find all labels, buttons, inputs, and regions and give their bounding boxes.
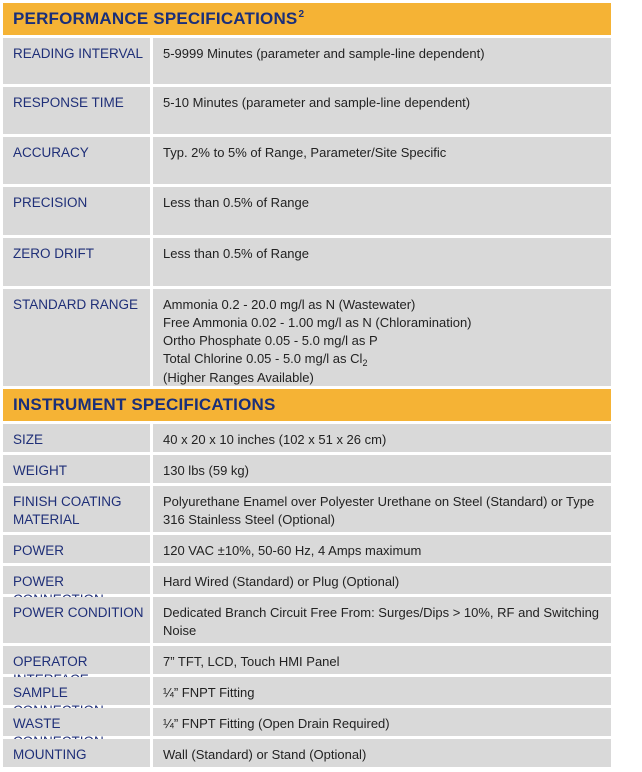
spec-label: FINISH COATING MATERIAL [3, 486, 150, 532]
spec-value: 130 lbs (59 kg) [153, 455, 611, 483]
spec-value: 40 x 20 x 10 inches (102 x 51 x 26 cm) [153, 424, 611, 452]
spec-label: ZERO DRIFT [3, 238, 150, 286]
spec-row-waste-connection [3, 708, 611, 736]
spec-value: Typ. 2% to 5% of Range, Parameter/Site Specific [153, 137, 611, 184]
instrument-title: INSTRUMENT SPECIFICATIONS [13, 395, 276, 414]
spec-label: SAMPLE [3, 677, 150, 705]
spec-label: POWER [3, 566, 150, 594]
range-line: Total Chlorine 0.05 - 5.0 mg/l as Cl [163, 351, 363, 366]
spec-row-finish-coating [3, 486, 611, 532]
spec-label: PRECISION [3, 187, 150, 235]
performance-header [3, 3, 611, 35]
spec-row-size [3, 424, 611, 452]
spec-label: WEIGHT [3, 455, 150, 483]
spec-value: Wall (Standard) or Stand (Optional) [153, 739, 611, 767]
spec-row-precision [3, 187, 611, 235]
spec-row-standard-range [3, 289, 611, 386]
spec-label: OPERATOR [3, 646, 150, 674]
spec-value [153, 289, 611, 386]
instrument-header [3, 389, 611, 421]
spec-row-zero-drift [3, 238, 611, 286]
range-line-chlorine [163, 350, 611, 369]
spec-value: Polyurethane Enamel over Polyester Urethane on Steel (Standard) or Type 316 Stainless Steel (Optional) [153, 486, 611, 532]
spec-row-weight [3, 455, 611, 483]
footnote-marker: 2 [298, 8, 305, 20]
spec-row-accuracy [3, 137, 611, 184]
spec-label: RESPONSE TIME [3, 87, 150, 134]
range-line: Ammonia 0.2 - 20.0 mg/l as N (Wastewater) [163, 297, 416, 312]
spec-row-operator-interface [3, 646, 611, 674]
spec-row-reading-interval [3, 38, 611, 84]
spec-value: Less than 0.5% of Range [153, 238, 611, 286]
spec-row-sample-connection [3, 677, 611, 705]
spec-row-response-time [3, 87, 611, 134]
spec-label: SIZE [3, 424, 150, 452]
spec-row-power-condition [3, 597, 611, 643]
performance-title: PERFORMANCE SPECIFICATIONS [13, 9, 298, 28]
spec-row-mounting [3, 739, 611, 767]
range-line: (Higher Ranges Available) [163, 370, 314, 385]
spec-row-power [3, 535, 611, 563]
spec-label: POWER [3, 535, 150, 563]
spec-value: 7” TFT, LCD, Touch HMI Panel [153, 646, 611, 674]
spec-label: ACCURACY [3, 137, 150, 184]
spec-value: 5-10 Minutes (parameter and sample-line dependent) [153, 87, 611, 134]
range-line: Ortho Phosphate 0.05 - 5.0 mg/l as P [163, 333, 378, 348]
spec-label: WASTE [3, 708, 150, 736]
spec-value: ¼” FNPT Fitting [153, 677, 611, 705]
spec-label: READING INTERVAL [3, 38, 150, 84]
spec-row-power-connection [3, 566, 611, 594]
spec-value: 5-9999 Minutes (parameter and sample-line dependent) [153, 38, 611, 84]
spec-sheet [3, 3, 611, 767]
spec-label: MOUNTING [3, 739, 150, 767]
spec-label: STANDARD RANGE [3, 289, 150, 386]
spec-value: 120 VAC ±10%, 50-60 Hz, 4 Amps maximum [153, 535, 611, 563]
spec-value: Dedicated Branch Circuit Free From: Surges/Dips > 10%, RF and Switching Noise [153, 597, 611, 643]
spec-value: Hard Wired (Standard) or Plug (Optional) [153, 566, 611, 594]
spec-value: Less than 0.5% of Range [153, 187, 611, 235]
range-line: Free Ammonia 0.02 - 1.00 mg/l as N (Chloramination) [163, 315, 472, 330]
spec-label: POWER CONDITION [3, 597, 150, 643]
chlorine-subscript: 2 [362, 358, 368, 368]
spec-value: ¼” FNPT Fitting (Open Drain Required) [153, 708, 611, 736]
